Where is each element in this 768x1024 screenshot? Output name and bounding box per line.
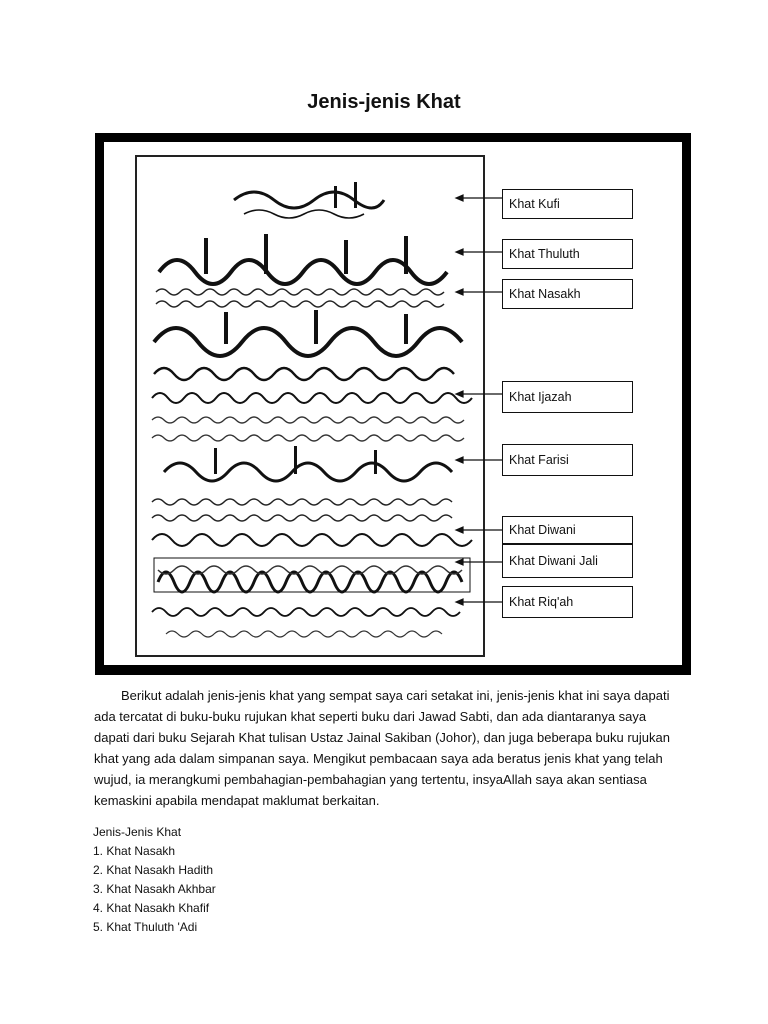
label-khat-kufi: Khat Kufi [502,189,633,219]
list-item: 3. Khat Nasakh Akhbar [93,882,216,896]
intro-paragraph-text: Berikut adalah jenis-jenis khat yang sempat saya cari setakat ini, jenis-jenis khat ini saya dapati ada tercatat di buku-buku rujukan khat seperti buku dari Jawad Sabti, dan ada diantaranya saya dapati dari buku Sejarah Khat tulisan Ustaz Jainal Sakiban (Johor), dan juga beberapa buku rujukan khat yang ada dalam simpanan saya. Mengikut pembacaan saya ada beratus jenis khat yang telah wujud, ia merangkumi pembahagian-pembahagian yang tertentu, insyaAllah saya akan sentiasa kemaskini apabila mendapat maklumat berkaitan. [94,688,670,808]
list-item: 4. Khat Nasakh Khafif [93,901,210,915]
list-item: 2. Khat Nasakh Hadith [93,863,214,877]
calligraphy-figure [95,133,691,675]
figure-canvas [104,142,682,665]
label-khat-ijazah: Khat Ijazah [502,381,633,413]
khat-type-list [93,823,216,937]
label-khat-diwani: Khat Diwani [502,516,633,544]
page-title: Jenis-jenis Khat [307,91,461,113]
list-item: 1. Khat Nasakh [93,844,176,858]
label-khat-thuluth: Khat Thuluth [502,239,633,269]
label-khat-diwani-jali: Khat Diwani Jali [502,544,633,578]
intro-paragraph [94,685,678,811]
label-khat-farisi: Khat Farisi [502,444,633,476]
label-khat-riqah: Khat Riq'ah [502,586,633,618]
list-heading: Jenis-Jenis Khat [93,825,182,839]
specimen-sheet [136,156,484,656]
label-khat-nasakh: Khat Nasakh [502,279,633,309]
list-item: 5. Khat Thuluth 'Adi [93,920,198,934]
